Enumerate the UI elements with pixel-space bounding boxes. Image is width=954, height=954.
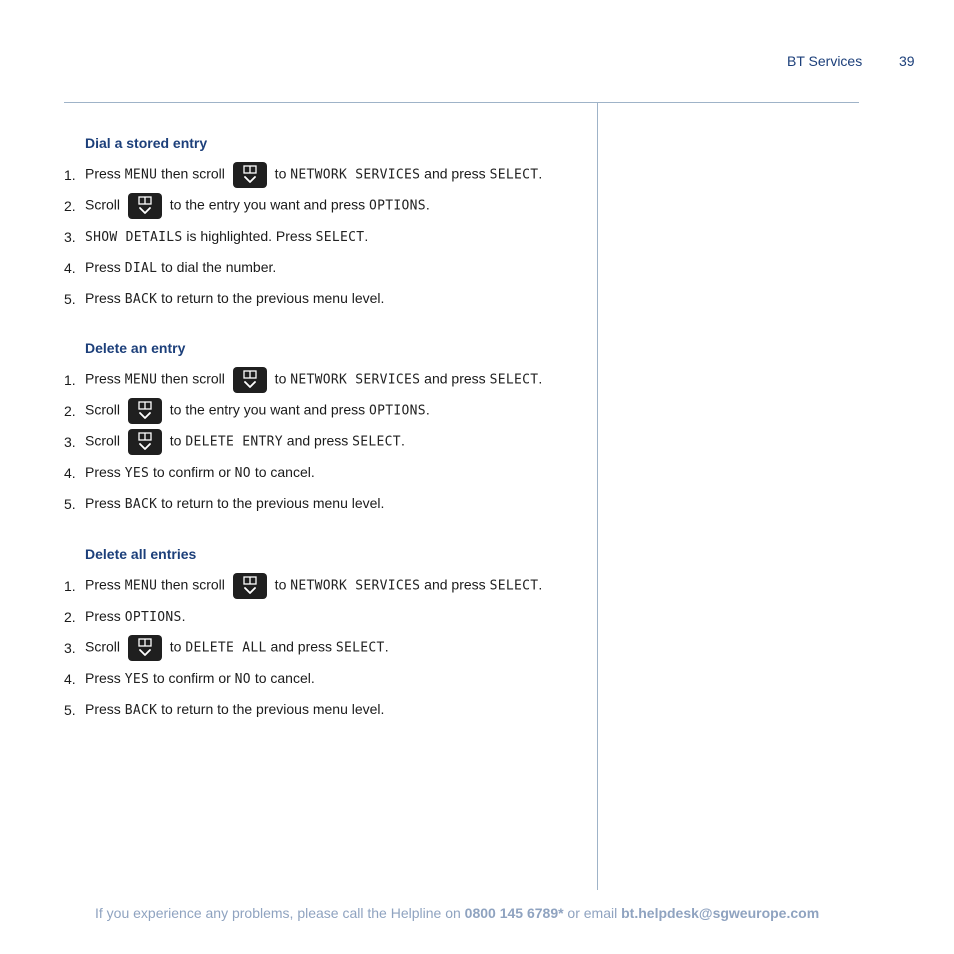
display-text: YES bbox=[124, 466, 150, 481]
step-number: 3. bbox=[64, 434, 76, 450]
step-item bbox=[64, 431, 405, 453]
display-text: NETWORK SERVICES bbox=[290, 578, 421, 594]
instruction-text: to bbox=[270, 370, 291, 387]
instruction-text: Scroll bbox=[85, 638, 124, 655]
scroll-down-icon bbox=[233, 367, 267, 393]
instruction-text: to return to the previous menu level. bbox=[157, 495, 385, 511]
instruction-text: then scroll bbox=[157, 576, 229, 593]
helpdesk-email: bt.helpdesk@sgweurope.com bbox=[621, 905, 820, 921]
scroll-down-icon bbox=[128, 635, 162, 661]
display-text: DIAL bbox=[124, 261, 158, 276]
step-text bbox=[85, 288, 384, 310]
step-number: 5. bbox=[64, 496, 76, 512]
step-text bbox=[85, 162, 542, 188]
step-item bbox=[64, 668, 315, 690]
display-text: SELECT bbox=[335, 640, 385, 656]
scroll-down-icon bbox=[128, 398, 162, 424]
step-text bbox=[85, 573, 542, 599]
display-text: MENU bbox=[124, 167, 158, 183]
instruction-text: . bbox=[538, 370, 543, 387]
instruction-text: Scroll bbox=[85, 401, 124, 418]
step-item bbox=[64, 288, 384, 310]
step-item bbox=[64, 164, 542, 186]
instruction-text: to the entry you want and press bbox=[165, 401, 370, 418]
scroll-down-icon bbox=[233, 162, 267, 188]
header-divider bbox=[64, 102, 859, 103]
scroll-down-icon bbox=[233, 573, 267, 599]
step-item bbox=[64, 606, 185, 628]
step-number: 1. bbox=[64, 167, 76, 183]
step-item bbox=[64, 493, 384, 515]
instruction-text: Press bbox=[85, 259, 125, 275]
step-text bbox=[85, 429, 405, 455]
display-text: OPTIONS bbox=[369, 403, 426, 419]
display-text: BACK bbox=[124, 292, 158, 307]
instruction-text: Scroll bbox=[85, 196, 124, 213]
step-number: 1. bbox=[64, 578, 76, 594]
instruction-text: then scroll bbox=[157, 165, 229, 182]
instruction-text: Press bbox=[85, 290, 125, 306]
section-title: Dial a stored entry bbox=[85, 135, 208, 151]
step-item bbox=[64, 462, 315, 484]
instruction-text: . bbox=[400, 432, 405, 449]
step-number: 2. bbox=[64, 403, 76, 419]
step-number: 5. bbox=[64, 702, 76, 718]
step-number: 2. bbox=[64, 609, 76, 625]
step-number: 4. bbox=[64, 465, 76, 481]
instruction-text: . bbox=[425, 401, 430, 418]
instruction-text: to confirm or bbox=[149, 464, 235, 480]
display-text: YES bbox=[124, 672, 150, 687]
instruction-text: to confirm or bbox=[149, 670, 235, 686]
instruction-text: Press bbox=[85, 464, 125, 480]
step-text bbox=[85, 398, 430, 424]
instruction-text: to return to the previous menu level. bbox=[157, 290, 385, 306]
scroll-down-icon bbox=[128, 429, 162, 455]
display-text: SELECT bbox=[315, 230, 365, 245]
display-text: MENU bbox=[124, 372, 158, 388]
instruction-text: . bbox=[538, 165, 543, 182]
display-text: OPTIONS bbox=[369, 198, 426, 214]
instruction-text: Press bbox=[85, 608, 125, 624]
display-text: NO bbox=[234, 466, 251, 481]
instruction-text: to bbox=[270, 576, 291, 593]
display-text: DELETE ENTRY bbox=[185, 434, 283, 450]
display-text: SHOW DETAILS bbox=[85, 230, 183, 245]
instruction-text: to bbox=[165, 638, 186, 655]
step-text bbox=[85, 367, 542, 393]
step-text bbox=[85, 668, 315, 690]
display-text: MENU bbox=[124, 578, 158, 594]
step-text bbox=[85, 606, 185, 628]
step-number: 3. bbox=[64, 229, 76, 245]
instruction-text: to cancel. bbox=[250, 464, 315, 480]
step-item bbox=[64, 699, 384, 721]
step-item bbox=[64, 400, 430, 422]
instruction-text: and press bbox=[282, 432, 353, 449]
step-item bbox=[64, 226, 368, 248]
instruction-text: and press bbox=[420, 370, 490, 387]
instruction-text: to return to the previous menu level. bbox=[157, 701, 385, 717]
step-text bbox=[85, 462, 315, 484]
step-number: 1. bbox=[64, 372, 76, 388]
column-divider bbox=[597, 103, 598, 890]
instruction-text: to bbox=[270, 165, 291, 182]
display-text: SELECT bbox=[489, 578, 539, 594]
instruction-text: . bbox=[384, 638, 389, 655]
display-text: SELECT bbox=[489, 167, 539, 183]
helpline-phone: 0800 145 6789* bbox=[464, 905, 564, 921]
page-number: 39 bbox=[899, 53, 915, 69]
display-text: SELECT bbox=[489, 372, 539, 388]
header-section-title: BT Services bbox=[787, 53, 863, 69]
instruction-text: Press bbox=[85, 495, 125, 511]
step-text bbox=[85, 635, 389, 661]
step-text bbox=[85, 699, 384, 721]
instruction-text: Press bbox=[85, 165, 125, 182]
instruction-text: Press bbox=[85, 701, 125, 717]
instruction-text: Scroll bbox=[85, 432, 124, 449]
instruction-text: to bbox=[165, 432, 186, 449]
instruction-text: Press bbox=[85, 670, 125, 686]
instruction-text: to cancel. bbox=[250, 670, 315, 686]
step-item bbox=[64, 195, 430, 217]
footer-text: If you experience any problems, please call the Helpline on bbox=[95, 905, 465, 921]
section-title: Delete an entry bbox=[85, 340, 186, 356]
instruction-text: and press bbox=[420, 576, 490, 593]
instruction-text: and press bbox=[420, 165, 490, 182]
instruction-text: is highlighted. Press bbox=[182, 228, 316, 244]
instruction-text: Press bbox=[85, 370, 125, 387]
display-text: NETWORK SERVICES bbox=[290, 167, 421, 183]
instruction-text: and press bbox=[266, 638, 336, 655]
display-text: BACK bbox=[124, 703, 158, 718]
step-item bbox=[64, 575, 542, 597]
instruction-text: to the entry you want and press bbox=[165, 196, 370, 213]
step-number: 2. bbox=[64, 198, 76, 214]
step-item bbox=[64, 257, 276, 279]
display-text: BACK bbox=[124, 497, 158, 512]
step-number: 3. bbox=[64, 640, 76, 656]
display-text: NO bbox=[234, 672, 251, 687]
display-text: NETWORK SERVICES bbox=[290, 372, 421, 388]
instruction-text: . bbox=[538, 576, 543, 593]
step-text bbox=[85, 193, 430, 219]
footer-text: or email bbox=[563, 905, 622, 921]
step-item bbox=[64, 637, 389, 659]
step-number: 5. bbox=[64, 291, 76, 307]
display-text: OPTIONS bbox=[124, 610, 182, 625]
step-item bbox=[64, 369, 542, 391]
display-text: DELETE ALL bbox=[185, 640, 267, 656]
step-text bbox=[85, 493, 384, 515]
instruction-text: . bbox=[364, 228, 369, 244]
step-number: 4. bbox=[64, 671, 76, 687]
instruction-text: Press bbox=[85, 576, 125, 593]
instruction-text: . bbox=[425, 196, 430, 213]
section-title: Delete all entries bbox=[85, 546, 197, 562]
instruction-text: to dial the number. bbox=[157, 259, 277, 275]
scroll-down-icon bbox=[128, 193, 162, 219]
step-number: 4. bbox=[64, 260, 76, 276]
instruction-text: . bbox=[181, 608, 186, 624]
display-text: SELECT bbox=[352, 434, 401, 450]
step-text bbox=[85, 257, 276, 279]
step-text bbox=[85, 226, 368, 248]
footer-helpline bbox=[95, 905, 875, 921]
instruction-text: then scroll bbox=[157, 370, 229, 387]
